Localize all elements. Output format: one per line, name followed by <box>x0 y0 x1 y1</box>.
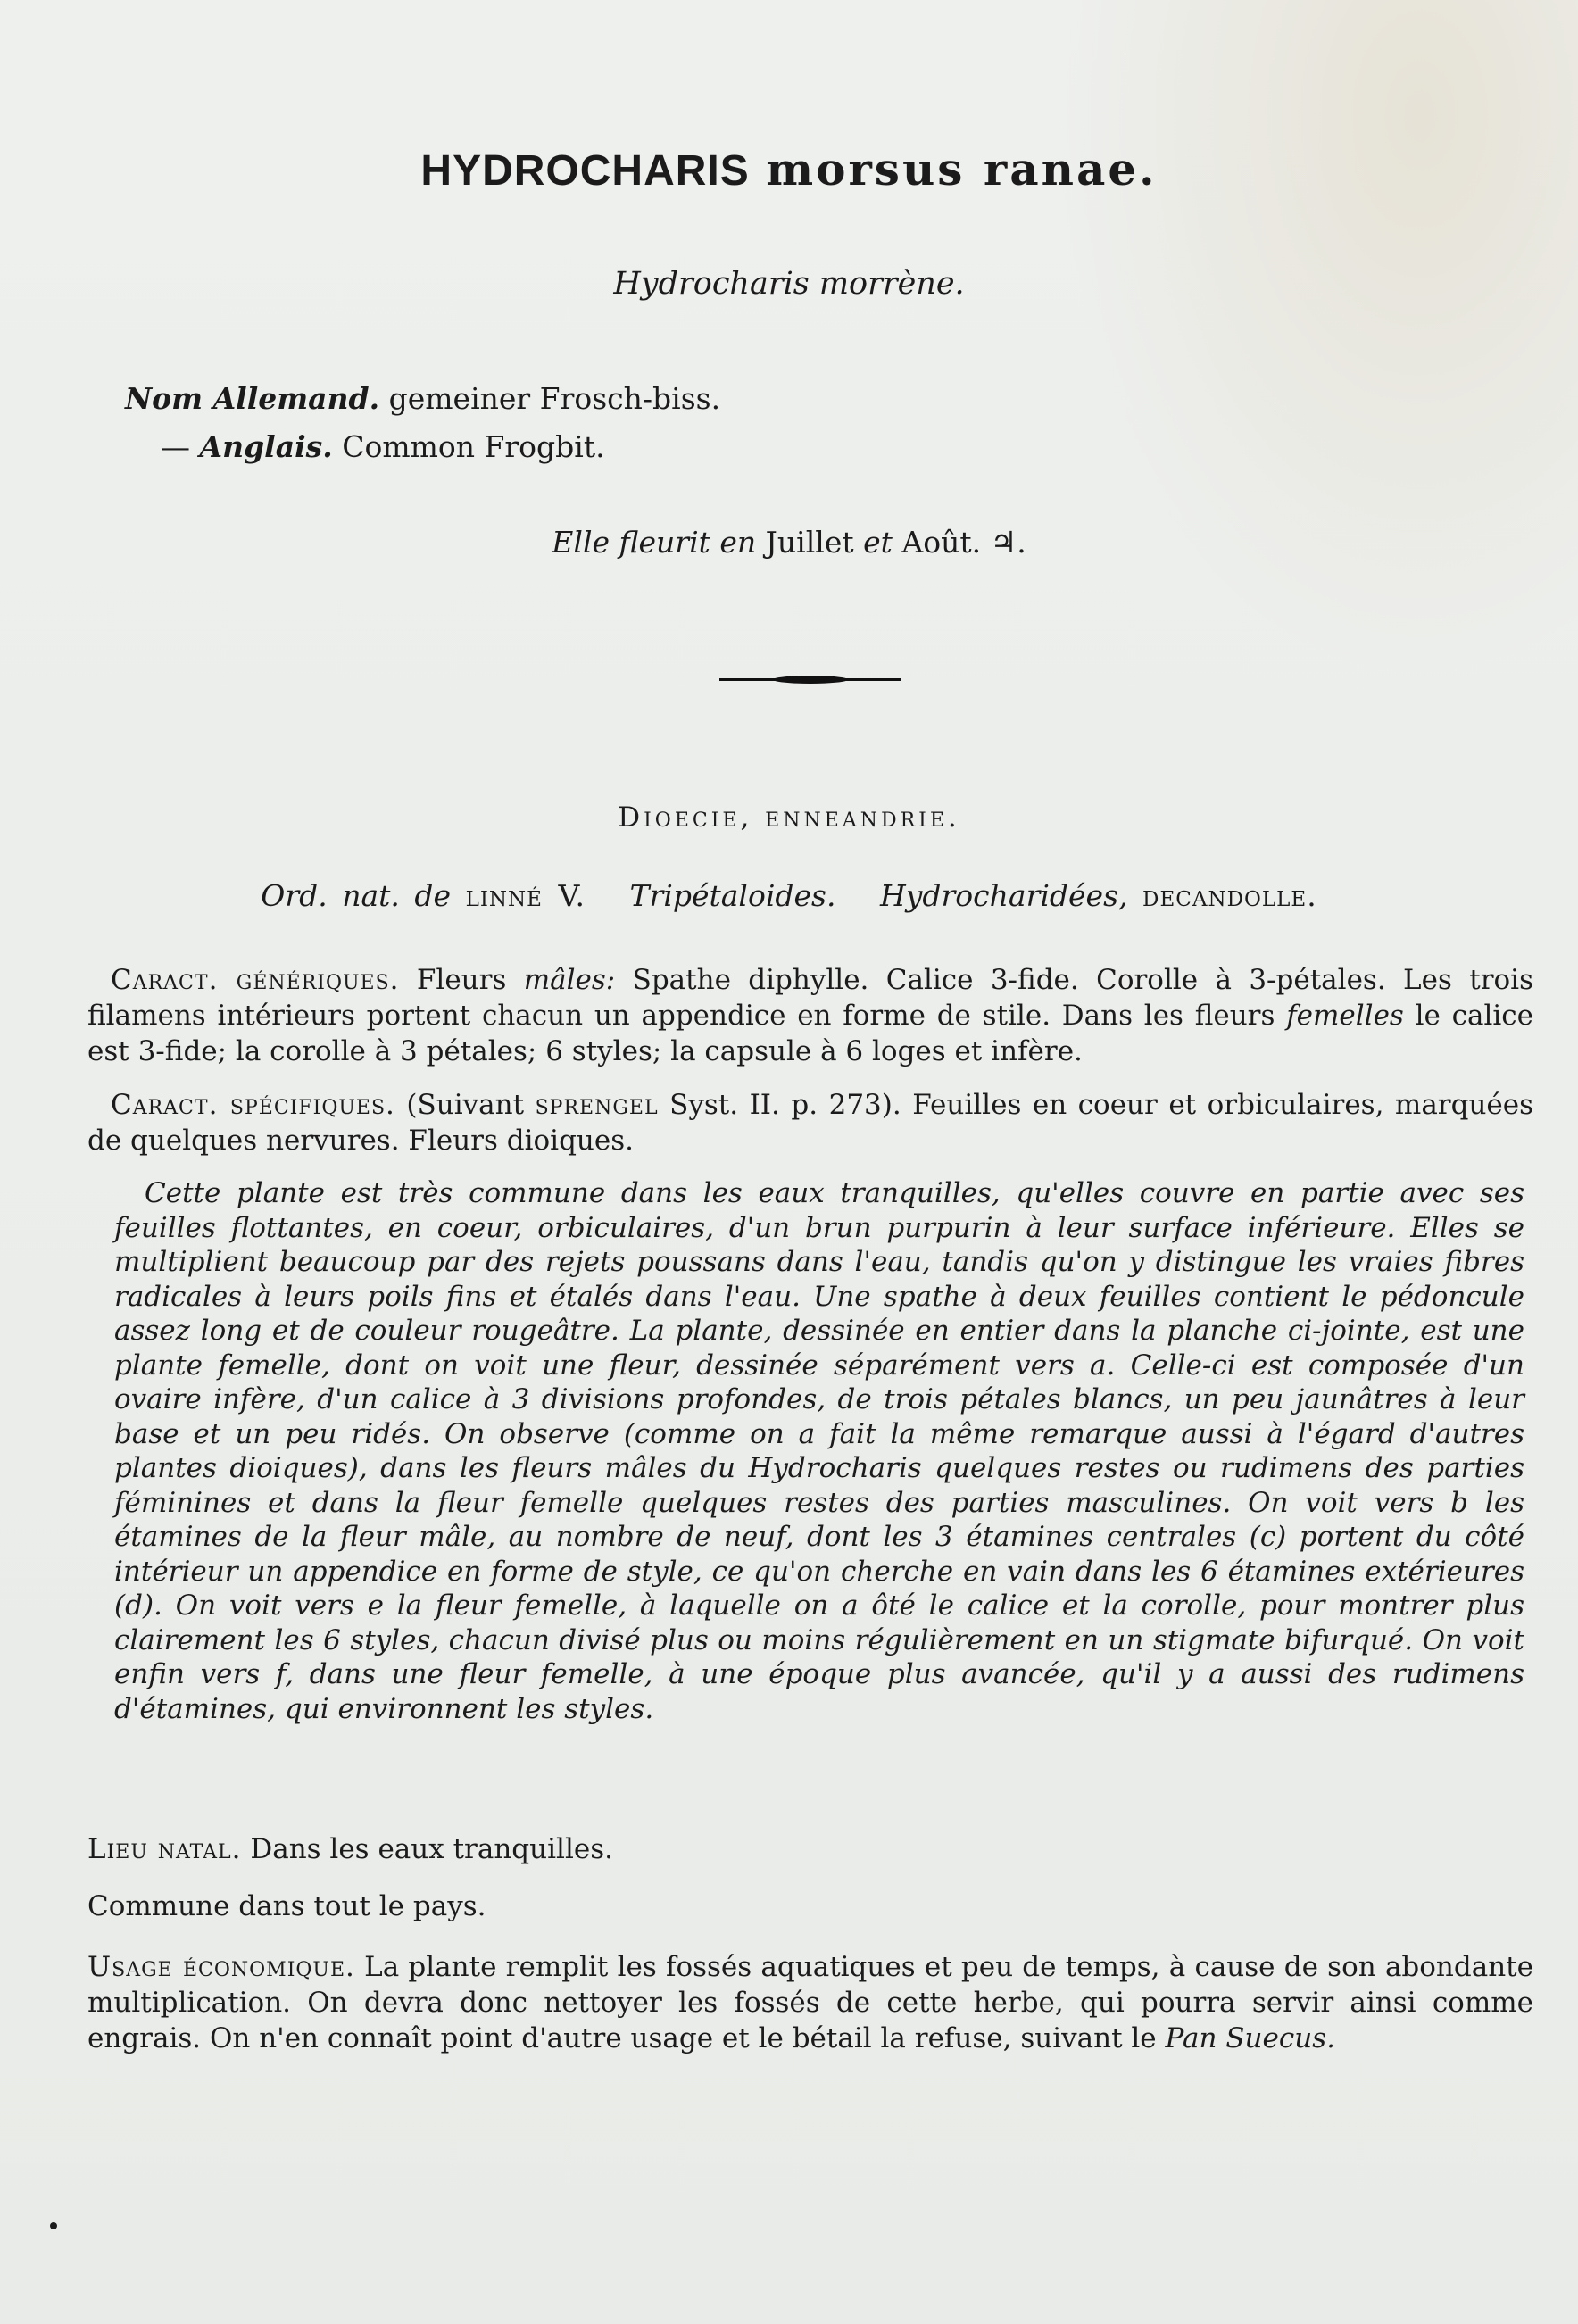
specific-text-a: (Suivant <box>406 1089 525 1121</box>
native-habitat <box>87 1831 1533 1867</box>
print-speck <box>50 2222 57 2229</box>
generic-femelles: femelles <box>1286 1000 1404 1032</box>
generic-label: Caract. génériques. <box>111 964 400 996</box>
sprengel-ref: sprengel <box>535 1089 659 1121</box>
german-label: Nom Allemand. <box>125 381 380 416</box>
generic-characters <box>87 962 1533 1069</box>
specific-text-b: Syst. II. p. 273). Feuilles en coeur et orbiculaires, marquées de quelques nervures. Fleurs dioiques. <box>87 1089 1534 1157</box>
specific-characters <box>87 1087 1533 1158</box>
natural-order <box>0 878 1578 913</box>
generic-text-b: Spathe diphylle. Calice 3-fide. Corolle à 3-pétales. Les trois filamens intérieurs portent chacun un appendice en forme de stile. Dans les fleurs <box>87 964 1533 1032</box>
usage-source: Pan Suecus. <box>1165 2022 1335 2054</box>
generic-text-c: le calice est 3-fide; la corolle à 3 pétales; 6 styles; la capsule à 6 loges et infère. <box>87 1000 1534 1067</box>
generic-males: mâles: <box>523 964 616 996</box>
flowering-prefix: Elle fleurit en <box>552 525 757 560</box>
page-title <box>0 143 1578 195</box>
flowering-month1: Juillet <box>765 525 854 560</box>
english-dash: — <box>161 429 190 464</box>
species-name: morsus ranae. <box>766 143 1158 195</box>
description-paragraph <box>114 1176 1524 1726</box>
ornamental-rule <box>719 678 901 681</box>
english-value: Common Frogbit. <box>342 429 605 464</box>
flowering-season <box>0 525 1578 560</box>
decandolle-ref: decandolle. <box>1142 878 1317 913</box>
family-name: Hydrocharidées, <box>879 878 1128 913</box>
english-label: Anglais. <box>199 429 333 464</box>
economic-use <box>87 1949 1533 2056</box>
flowering-conj: et <box>863 525 893 560</box>
lieu-text: Dans les eaux tranquilles. <box>250 1833 613 1865</box>
generic-text-a: Fleurs <box>416 964 507 996</box>
lieu-label: Lieu natal. <box>87 1833 242 1865</box>
perennial-symbol: ♃. <box>990 525 1026 560</box>
usage-text: La plante remplit les fossés aquatiques et peu de temps, à cause de son abondante multiplication. On devra donc nettoyer les fossés de cette herbe, qui pourra servir ainsi comme engrais. On n'en connaît point d'autre usage et le bétail la refuse, suivant le <box>87 1951 1533 2054</box>
german-name-row <box>125 375 720 423</box>
description-text: Cette plante est très commune dans les eaux tranquilles, qu'elles couvre en partie avec ses feuilles flottantes, en coeur, orbiculaires, d'un brun purpurin à leur surface inférieure. Elles se multiplient beaucoup par des rejets poussans dans l'eau, tandis qu'on y distingue les vraies fibres radicales à leurs poils fins et étalés dans l'eau. Une spathe à deux feuilles contient le pédoncule assez long et de couleur rougeâtre. La plante, dessinée en entier dans la planche ci-jointe, est une plante femelle, dont on voit une fleur, dessinée séparément vers a. Celle-ci est composée d'un ovaire infère, d'un calice à 3 divisions profondes, de trois pétales blancs, un peu jaunâtres à leur base et un peu ridés. On observe (comme on a fait la même remarque aussi à l'égard d'autres plantes dioiques), dans les fleurs mâles du Hydrocharis quelques restes ou rudimens des parties féminines et dans la fleur femelle quelques restes des parties masculines. On voit vers b les étamines de la fleur mâle, au nombre de neuf, dont les 3 étamines centrales (c) portent du côté intérieur un appendice en forme de style, ce qu'on cherche en vain dans les 6 étamines extérieures (d). On voit vers e la fleur femelle, à laquelle on a ôté le calice et la corolle, pour montrer plus clairement les 6 styles, chacun divisé plus ou moins régulièrement en un stigmate bifurqué. On voit enfin vers f, dans une fleur femelle, à une époque plus avancée, qu'il y a aussi des rudimens d'étamines, qui environnent les styles. <box>114 1177 1524 1725</box>
common-names <box>125 375 720 471</box>
specific-label: Caract. spécifiques. <box>111 1089 395 1121</box>
french-name: Hydrocharis morrène. <box>613 266 965 302</box>
german-value: gemeiner Frosch-biss. <box>388 381 721 416</box>
usage-label: Usage économique. <box>87 1951 355 1983</box>
genus-name: HYDROCHARIS <box>420 147 750 195</box>
linne-ref: linné V. <box>465 878 586 913</box>
tripetaloides: Tripétaloides. <box>629 878 836 913</box>
english-name-row <box>125 423 720 471</box>
distribution: Commune dans tout le pays. <box>87 1890 486 1922</box>
ord-nat-label: Ord. nat. de <box>261 878 452 913</box>
linnaean-class: Dioecie, enneandrie. <box>618 801 960 834</box>
flowering-month2: Août. <box>901 525 982 560</box>
